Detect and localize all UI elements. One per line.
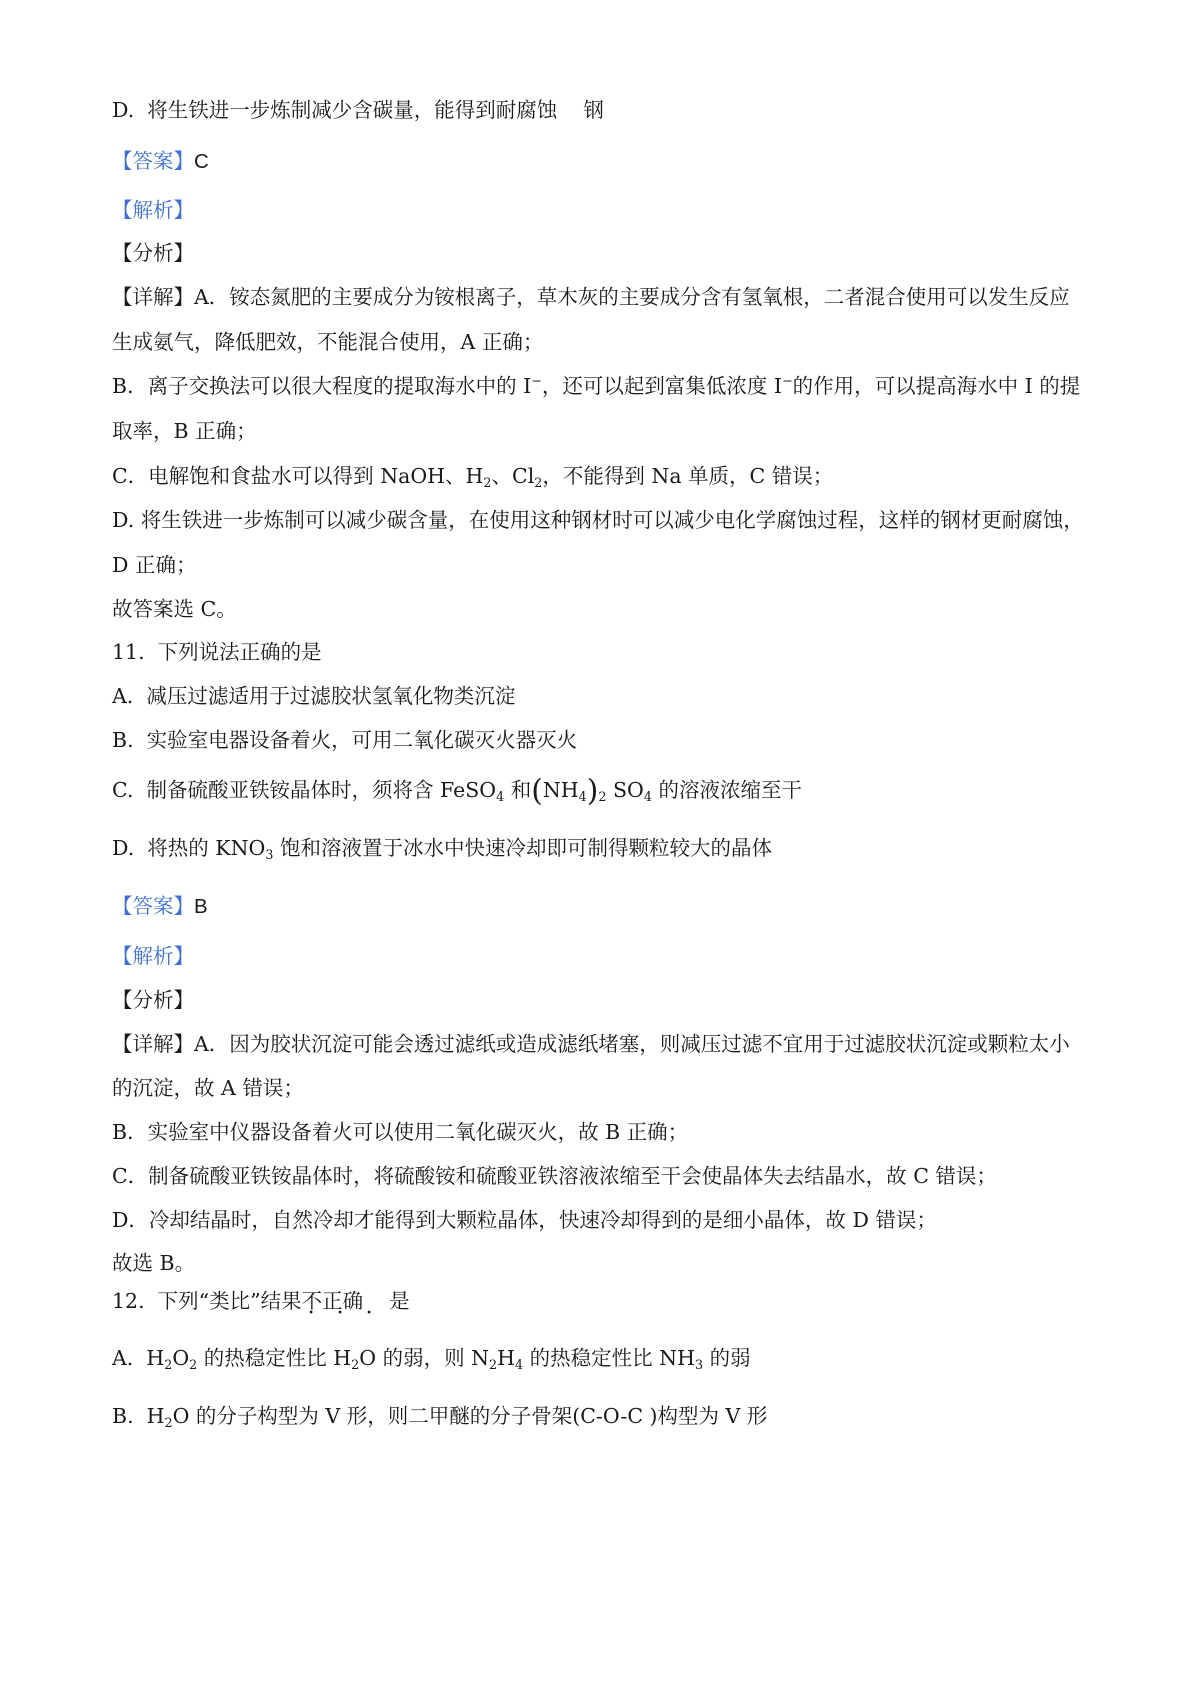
- subscript: 2: [534, 474, 543, 490]
- text-run: 生成氨气，降低肥效，不能混合使用，A 正确；: [112, 330, 544, 354]
- text-run: B．离子交换法可以很大程度的提取海水中的 I: [112, 374, 532, 398]
- text-run: ): [586, 773, 599, 809]
- text-line-xj10b2: [112, 421, 1120, 442]
- text-run: C．制备硫酸亚铁铵晶体时，将硫酸铵和硫酸亚铁溶液浓缩至干会使晶体失去结晶水，故 C 错误；: [112, 1164, 997, 1188]
- text-run: D. 将生铁进一步炼制可以减少碳含量，在使用这种钢材时可以减少电化学腐蚀过程，这样的钢材更耐腐蚀，: [112, 508, 1084, 532]
- text-line-ans10: [112, 151, 1120, 173]
- text-run: B. 实验室电器设备着火，可用二氧化碳灭火器灭火: [112, 728, 578, 752]
- text-line-xj11c: [112, 1166, 1120, 1187]
- superscript: −: [531, 373, 542, 389]
- text-line-fx11: [112, 990, 1120, 1011]
- text-line-gd10: [112, 599, 1120, 620]
- text-run: ，还可以起到富集低浓度 I: [541, 374, 782, 398]
- text-line-xj11d: [112, 1210, 1120, 1231]
- subscript: 4: [578, 788, 587, 804]
- text-line-q11: [112, 642, 1120, 663]
- subscript: 4: [643, 788, 652, 804]
- text-line-xj11b: [112, 1122, 1120, 1143]
- text-run: C．电解饱和食盐水可以得到 NaOH、H: [112, 464, 484, 488]
- text-line-q11d: [112, 836, 1120, 862]
- text-line-q12: [112, 1291, 1120, 1312]
- text-run: 的热稳定性比 H: [197, 1346, 352, 1370]
- section-tag: 【解析】: [112, 198, 194, 222]
- text-run: B．实验室中仪器设备着火可以使用二氧化碳灭火，故 B 正确；: [112, 1120, 689, 1144]
- text-line-q11c: [112, 773, 1120, 809]
- text-run: NH: [542, 778, 579, 802]
- text-line-xj10a: [112, 287, 1120, 308]
- text-line-q11a: [112, 686, 1120, 707]
- section-tag: 【解析】: [112, 944, 194, 968]
- text-run: ，不能得到 Na 单质，C 错误；: [542, 464, 834, 488]
- text-run: O 的分子构型为 V 形，则二甲醚的分子骨架(C-O-C )构型为 V 形: [172, 1404, 768, 1428]
- text-run: 11. 下列说法正确的是: [112, 640, 322, 664]
- text-run: D. 将生铁进一步炼制减少含碳量，能得到耐腐蚀 钢: [112, 98, 604, 122]
- text-run: B. H: [112, 1404, 165, 1428]
- subscript: 3: [694, 1356, 704, 1372]
- text-run: B: [194, 895, 208, 918]
- text-run: A. H: [112, 1346, 165, 1370]
- text-run: 饱和溶液置于冰水中快速冷却即可制得颗粒较大的晶体: [273, 836, 772, 860]
- text-line-xj11a: [112, 1034, 1120, 1055]
- text-line-q10d: [112, 100, 1120, 121]
- text-run: 故选 B。: [112, 1251, 196, 1275]
- text-line-q11b: [112, 730, 1120, 751]
- text-run: A. 减压过滤适用于过滤胶状氢氧化物类沉淀: [112, 684, 516, 708]
- text-line-fx10: [112, 243, 1120, 264]
- text-run: 故答案选 C。: [112, 597, 237, 621]
- text-run: O: [172, 1346, 190, 1370]
- text-run: 的溶液浓缩至干: [651, 778, 802, 802]
- subscript: 2: [164, 1414, 173, 1430]
- text-run: H: [497, 1346, 516, 1370]
- text-run: D．冷却结晶时，自然冷却才能得到大颗粒晶体，快速冷却得到的是细小晶体，故 D 错误；: [112, 1208, 937, 1232]
- text-run: 和: [504, 778, 532, 802]
- text-run: 【分析】: [112, 241, 194, 265]
- text-line-xj10c: [112, 464, 1120, 490]
- text-line-jx11: [112, 946, 1120, 967]
- text-run: 不正确 · · ·: [302, 1291, 364, 1312]
- text-line-jx10: [112, 200, 1120, 221]
- text-run: 是: [363, 1289, 410, 1313]
- text-run: D 正确；: [112, 553, 197, 577]
- text-line-q12b: [112, 1404, 1120, 1430]
- text-line-xj10a2: [112, 332, 1120, 353]
- text-line-xj10d2: [112, 555, 1120, 576]
- subscript: 2: [164, 1356, 173, 1372]
- text-run: 12. 下列“类比”结果: [112, 1289, 302, 1313]
- text-line-xj10b: [112, 373, 1120, 398]
- subscript: 4: [496, 788, 505, 804]
- subscript: 2: [598, 788, 607, 804]
- text-run: (: [531, 773, 543, 809]
- section-tag: 【答案】: [112, 894, 194, 918]
- text-run: D. 将热的 KNO: [112, 836, 266, 860]
- text-run: C. 制备硫酸亚铁铵晶体时，须将含 FeSO: [112, 778, 497, 802]
- text-run: SO: [606, 778, 644, 802]
- text-line-xj10d: [112, 510, 1120, 531]
- text-run: 【详解】A．铵态氮肥的主要成分为铵根离子，草木灰的主要成分含有氢氧根，二者混合使用可以发生反应: [112, 285, 1070, 309]
- text-run: 【详解】A．因为胶状沉淀可能会透过滤纸或造成滤纸堵塞，则减压过滤不宜用于过滤胶状沉淀或颗粒太小: [112, 1032, 1070, 1056]
- subscript: 3: [265, 846, 274, 862]
- text-line-gx11: [112, 1253, 1120, 1274]
- text-run: 、Cl: [491, 464, 535, 488]
- section-tag: 【答案】: [112, 149, 194, 173]
- text-run: 的热稳定性比 NH: [523, 1346, 695, 1370]
- text-run: O 的弱，则 N: [359, 1346, 490, 1370]
- text-run: 的沉淀，故 A 错误；: [112, 1076, 304, 1100]
- subscript: 2: [489, 1356, 498, 1372]
- subscript: 2: [483, 474, 492, 490]
- text-run: C: [194, 150, 209, 173]
- text-run: 【分析】: [112, 988, 194, 1012]
- text-line-q12a: [112, 1346, 1120, 1372]
- text-run: 的弱: [703, 1346, 751, 1370]
- subscript: 2: [351, 1356, 360, 1372]
- subscript: 4: [515, 1356, 524, 1372]
- text-run: 的作用，可以提高海水中 I 的提: [792, 374, 1081, 398]
- text-line-ans11: [112, 896, 1120, 918]
- subscript: 2: [189, 1356, 198, 1372]
- text-run: 取率，B 正确；: [112, 419, 257, 443]
- text-line-xj11a2: [112, 1078, 1120, 1099]
- superscript: −: [781, 373, 793, 389]
